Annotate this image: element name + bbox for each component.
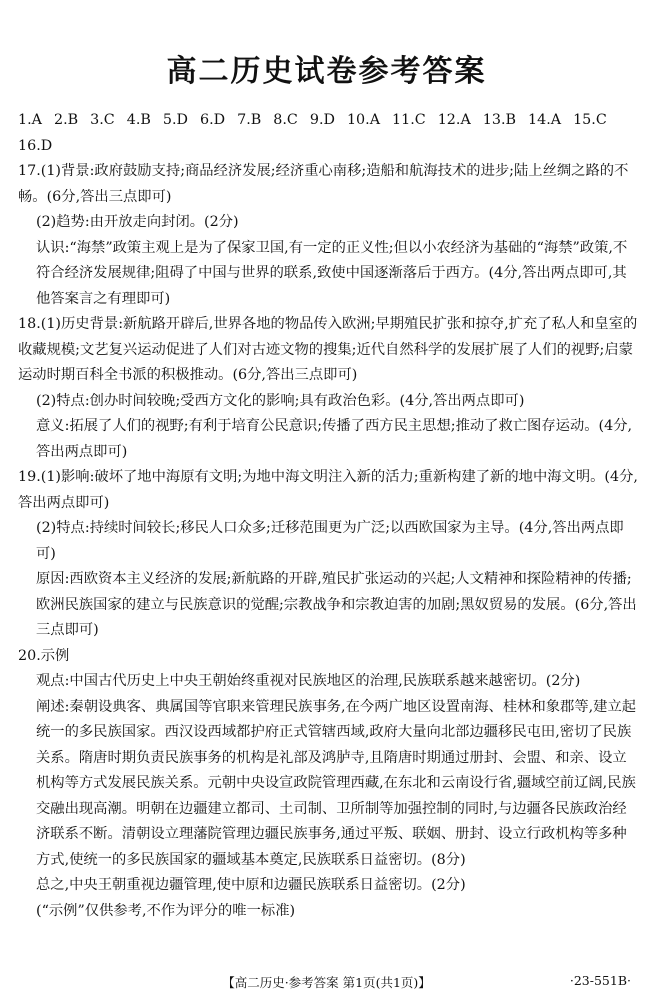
choice-answer: 3.C: [90, 112, 115, 128]
footer-code: ·23-551B·: [569, 973, 631, 988]
q18-background: 18.(1)历史背景:新航路开辟后,世界各地的物品传入欧洲;早期殖民扩张和掠夺,扩充了私人和皇室的收藏规模;文艺复兴运动促进了人们对古迹文物的搜集;近代自然科学的发展扩展了人们的视野;启蒙运动时期百科全书派的积极推动。(6分,答出三点即可): [18, 316, 638, 383]
choice-answer: 9.D: [309, 112, 335, 128]
choice-answers: [18, 108, 640, 159]
choice-answer: 8.C: [273, 112, 298, 128]
q20-note: (“示例”仅供参考,不作为评分的唯一标准): [36, 902, 296, 919]
choice-answer: 12.A: [437, 112, 471, 128]
q19-impact: 19.(1)影响:破坏了地中海原有文明;为地中海文明注入新的活力;重新构建了新的地中海文明。(4分,答出两点即可): [18, 469, 638, 511]
choice-answer: 7.B: [237, 112, 262, 128]
page-title: 高二历史试卷参考答案: [166, 54, 487, 89]
q20-elaboration: 阐述:秦朝设典客、典属国等官职来管理民族事务,在今两广地区设置南海、桂林和象郡等,建立起统一的多民族国家。西汉设西域都护府正式管辖西域,政府大量向北部边疆移民屯田,密切了民族关系。隋唐时期负责民族事务的机构是礼部及鸿胪寺,且隋唐时期通过册封、会盟、和亲、设立机构等方式发展民族关系。元朝中央设宣政院管理西藏,在东北和云南设行省,疆域空前辽阔,民族交融出现高潮。明朝在边疆建立都司、土司制、卫所制等加强控制的同时,与边疆各民族政治经济联系不断。清朝设立理藩院管理边疆民族事务,通过平叛、联姻、册封、设立行政机构等多种方式,使统一的多民族国家的疆域基本奠定,民族联系日益密切。(8分): [36, 698, 637, 868]
q17-number: 17.: [18, 163, 41, 179]
question-20: [18, 644, 640, 925]
question-18: [18, 312, 640, 465]
footer-title: 【高二历史·参考答案 第1页(共1页)】: [222, 975, 431, 990]
choice-answer: 14.A: [528, 112, 562, 128]
choice-answer: 11.C: [392, 112, 426, 128]
choice-answer: 4.B: [126, 112, 151, 128]
q20-conclusion: 总之,中央王朝重视边疆管理,使中原和边疆民族联系日益密切。(2分): [36, 877, 466, 893]
answer-body: [18, 108, 640, 924]
choice-answer: 1.A: [18, 112, 42, 128]
q18-number: 18.: [18, 316, 41, 332]
q20-example-heading: 20.示例: [18, 647, 70, 664]
q19-number: 19.: [18, 469, 41, 485]
choice-answer: 10.A: [346, 112, 381, 128]
question-17: [18, 159, 640, 312]
choice-answer: 5.D: [162, 112, 188, 128]
choice-answer: 15.C: [573, 112, 607, 128]
q18-significance: 意义:拓展了人们的视野;有利于培育公民意识;传播了西方民主思想;推动了救亡图存运动。(4分,答出两点即可): [36, 418, 633, 460]
q19-reasons: 原因:西欧资本主义经济的发展;新航路的开辟,殖民扩张运动的兴起;人文精神和探险精神的传播;欧洲民族国家的建立与民族意识的觉醒;宗教战争和宗教迫害的加剧;黑奴贸易的发展。(6分,答出三点即可): [36, 571, 637, 638]
choice-answer: 16.D: [18, 137, 53, 154]
q18-features: (2)特点:创办时间较晚;受西方文化的影响;具有政治色彩。(4分,答出两点即可): [36, 392, 525, 409]
choice-answer: 2.B: [53, 112, 79, 128]
choice-answer: 6.D: [199, 112, 226, 128]
question-19: [18, 465, 640, 644]
q20-number: 20.: [18, 647, 41, 664]
q19-features: (2)特点:持续时间较长;移民人口众多;迁移范围更为广泛;以西欧国家为主导。(4分,答出两点即可): [36, 520, 624, 562]
q17-understanding: 认识:“海禁”政策主观上是为了保家卫国,有一定的正义性;但以小农经济为基础的“海禁”政策,不符合经济发展规律;阻碍了中国与世界的联系,致使中国逐渐落后于西方。(4分,答出两点即可,其他答案言之有理即可): [36, 239, 628, 307]
q17-trend: (2)趋势:由开放走向封闭。(2分): [36, 214, 239, 230]
choice-answer: 13.B: [482, 112, 517, 128]
q20-viewpoint: 观点:中国古代历史上中央王朝始终重视对民族地区的治理,民族联系越来越密切。(2分): [36, 673, 581, 689]
q17-background: 17.(1)背景:政府鼓励支持;商品经济发展;经济重心南移;造船和航海技术的进步;陆上丝绸之路的不畅。(6分,答出三点即可): [18, 163, 629, 205]
